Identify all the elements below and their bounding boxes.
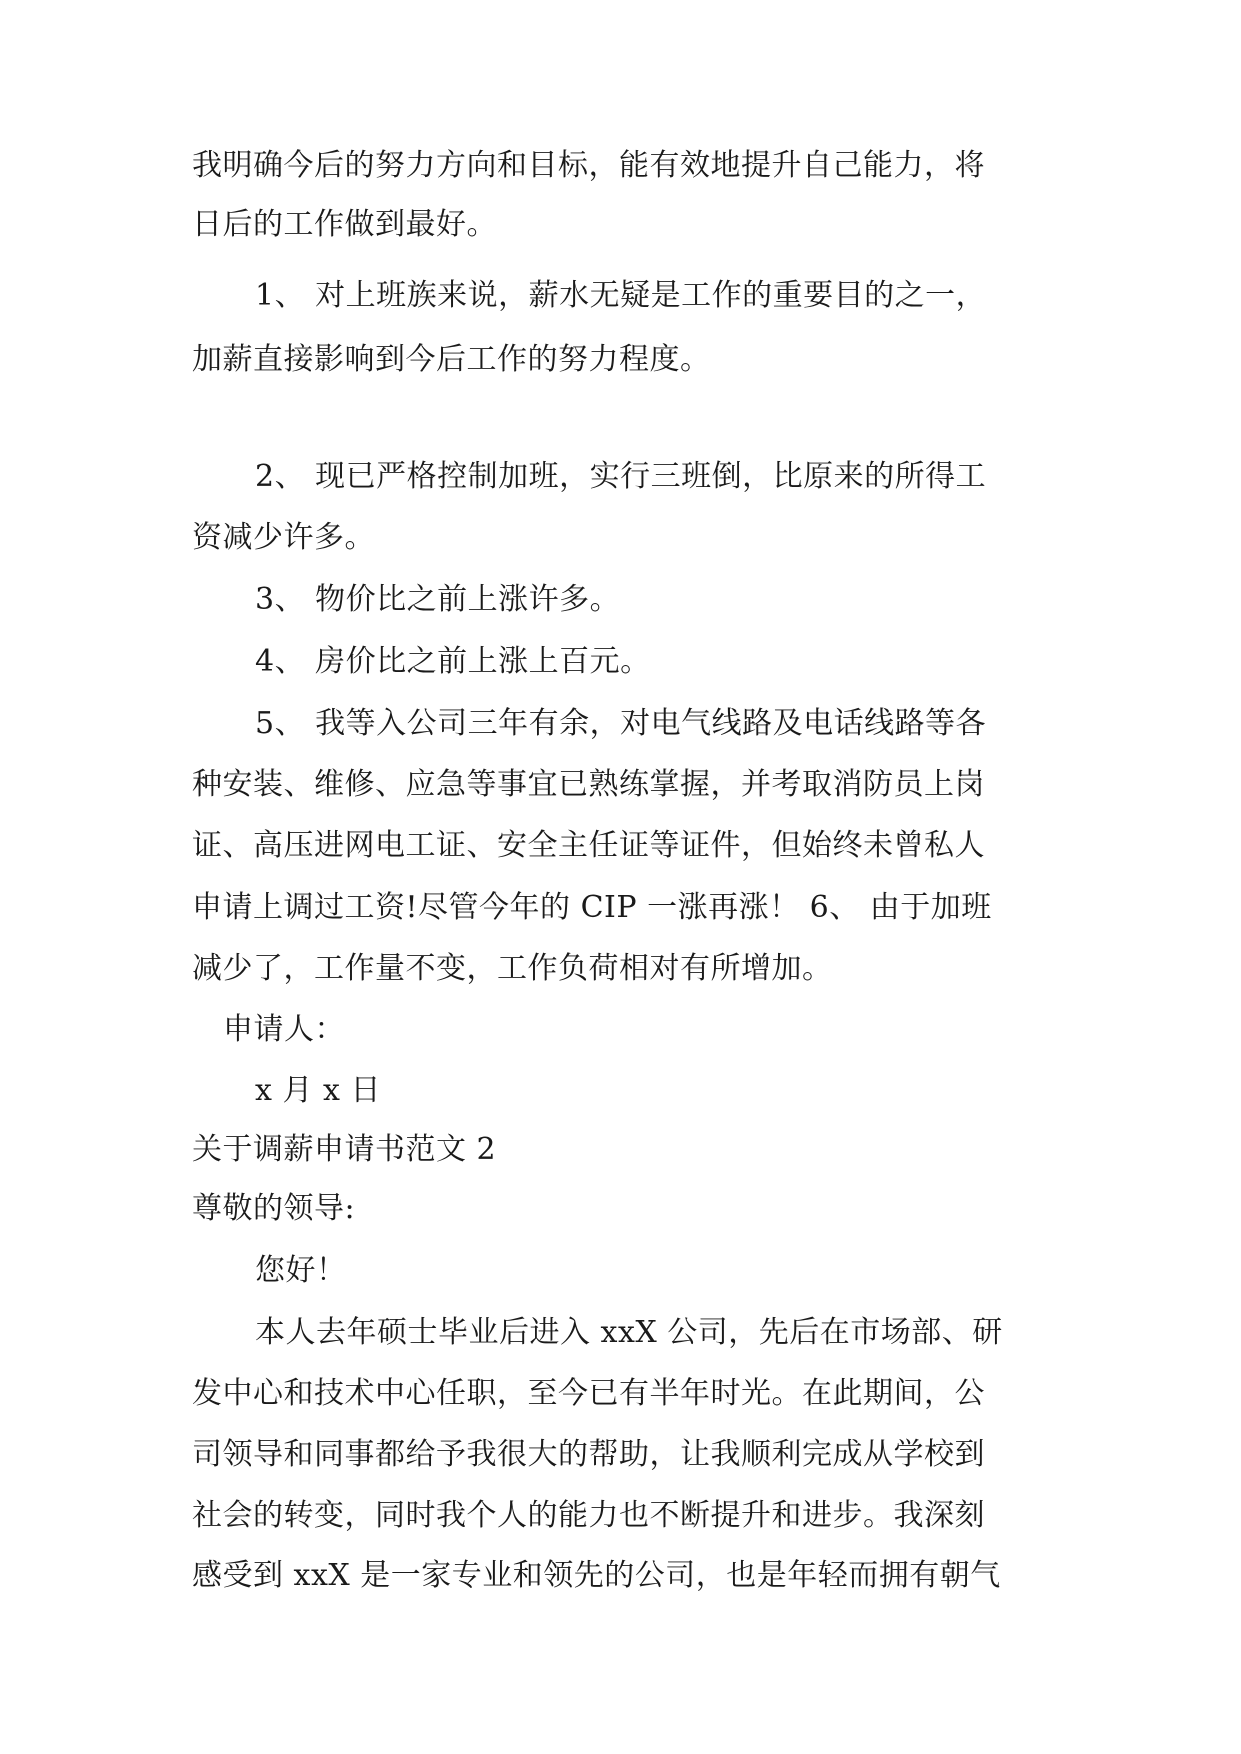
list-item-2-line: 2、 现已严格控制加班，实行三班倒，比原来的所得工 xyxy=(255,459,987,494)
date-line: x 月 x 日 xyxy=(255,1073,381,1108)
greeting: 您好！ xyxy=(255,1253,347,1288)
body-text-line: 司领导和同事都给予我很大的帮助，让我顺利完成从学校到 xyxy=(192,1437,985,1472)
list-item-3-line: 3、 物价比之前上涨许多。 xyxy=(255,582,621,617)
body-text-line: 日后的工作做到最好。 xyxy=(192,207,497,242)
body-text-line: 证、高压进网电工证、安全主任证等证件，但始终未曾私人 xyxy=(192,828,985,863)
body-text-line: 资减少许多。 xyxy=(192,520,375,555)
body-text-line: 申请上调过工资!尽管今年的 CIP 一涨再涨！ 6、 由于加班 xyxy=(192,890,992,925)
body-text-line: 种安装、维修、应急等事宜已熟练掌握，并考取消防员上岗 xyxy=(192,767,985,802)
salutation: 尊敬的领导: xyxy=(192,1191,356,1226)
list-item-1-line: 1、 对上班族来说，薪水无疑是工作的重要目的之一， xyxy=(255,278,987,313)
body-text-line: 加薪直接影响到今后工作的努力程度。 xyxy=(192,342,711,377)
body-text-line: 本人去年硕士毕业后进入 xxX 公司，先后在市场部、研 xyxy=(255,1315,1003,1350)
body-text-line: 社会的转变，同时我个人的能力也不断提升和进步。我深刻 xyxy=(192,1498,985,1533)
applicant-label: 申请人： xyxy=(223,1012,345,1047)
body-text-line: 感受到 xxX 是一家专业和领先的公司，也是年轻而拥有朝气 xyxy=(192,1558,1001,1593)
section-heading: 关于调薪申请书范文 2 xyxy=(192,1132,497,1167)
list-item-5-line: 5、 我等入公司三年有余，对电气线路及电话线路等各 xyxy=(255,706,987,741)
body-text-line: 发中心和技术中心任职，至今已有半年时光。在此期间，公 xyxy=(192,1376,985,1411)
body-text-line: 我明确今后的努力方向和目标，能有效地提升自己能力，将 xyxy=(192,148,985,183)
list-item-4-line: 4、 房价比之前上涨上百元。 xyxy=(255,644,651,679)
body-text-line: 减少了，工作量不变，工作负荷相对有所增加。 xyxy=(192,951,833,986)
